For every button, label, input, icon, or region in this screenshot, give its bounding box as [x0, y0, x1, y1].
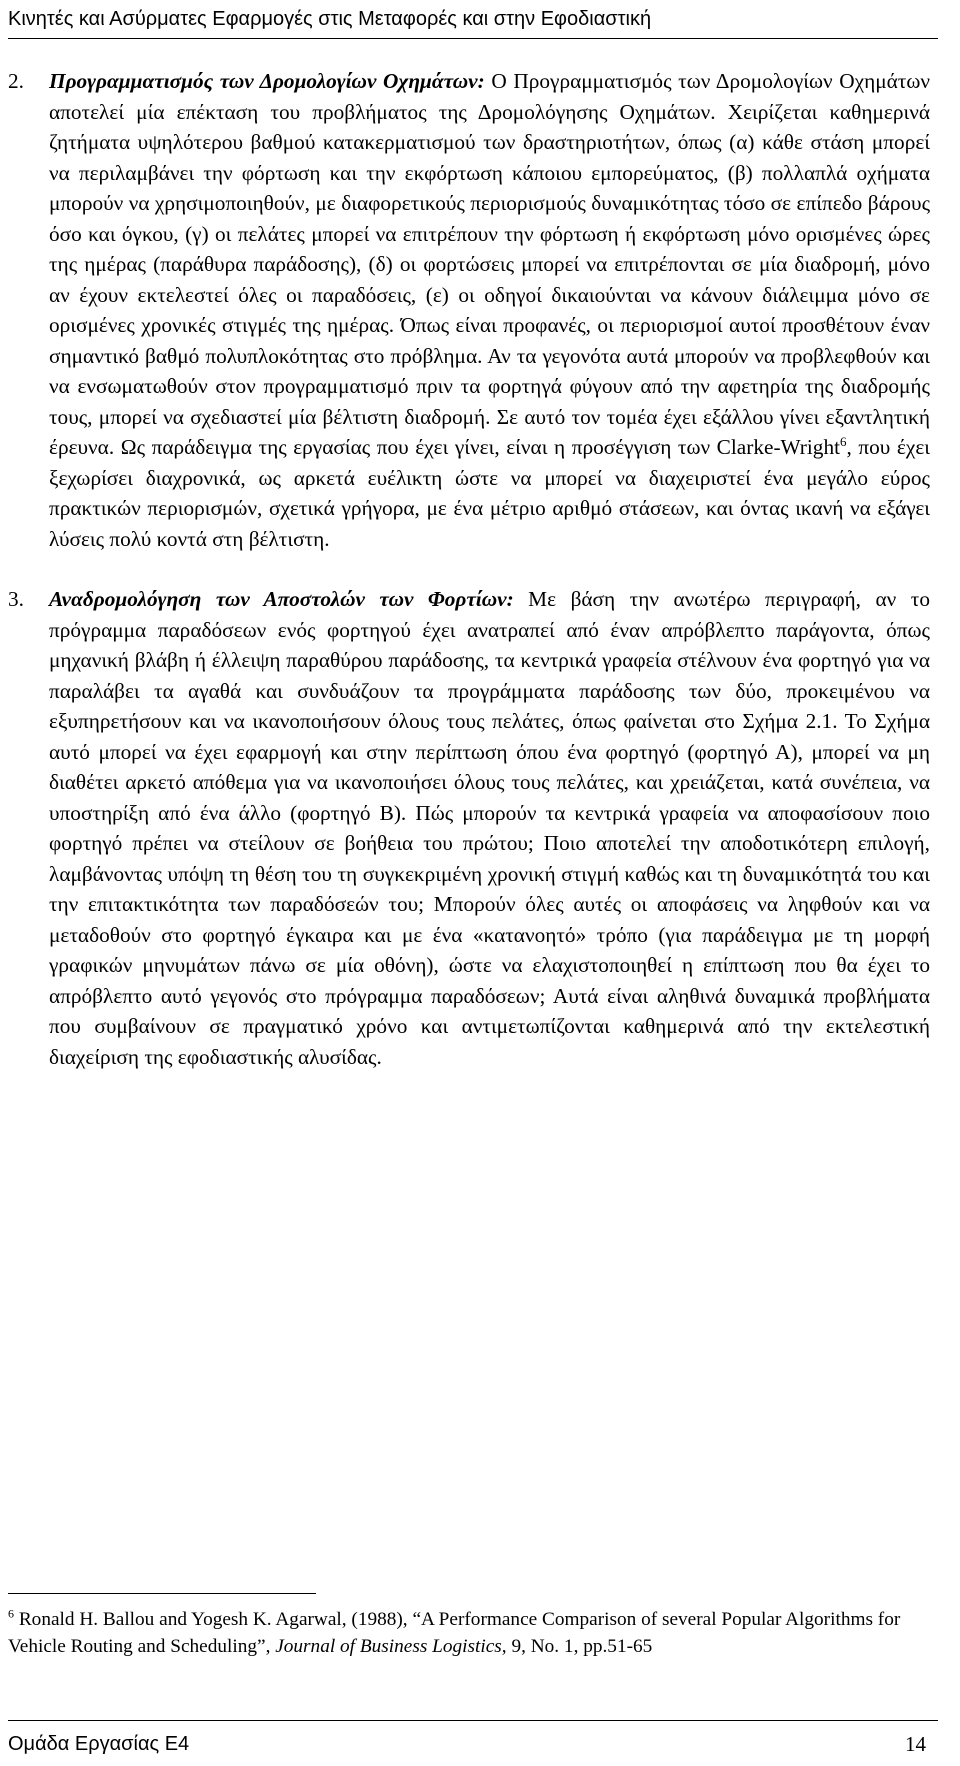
footnote-text: Ronald H. Ballou and Yogesh K. Agarwal, (1988), “A Performance Comparison of several Popular Algorithms for Vehicle Routing and Scheduling”,: [8, 1609, 901, 1657]
document-body: [8, 66, 930, 1072]
list-item-paragraph: [49, 66, 930, 554]
page-footer: [8, 1720, 938, 1763]
page-number: 14: [905, 1732, 926, 1756]
list-item-heading: Αναδρομολόγηση των Αποστολών των Φορτίων:: [49, 587, 514, 611]
paragraph-text: Με βάση την ανωτέρω περιγραφή, αν το πρόγραμμα παραδόσεων ενός φορτηγού έχει ανατραπεί από έναν απρόβλεπτο παράγοντα, όπως μηχανική βλάβη ή έλλειψη παραθύρου παράδοσης, τα κεντρικά γραφεία στέλνουν ένα φορτηγό για να παραλάβει τα αγαθά και συνδυάζουν τα προγράμματα παράδοσης των δύο, προκειμένου να εξυπηρετήσουν και να ικανοποιήσουν όλους τους πελάτες, όπως φαίνεται στο Σχήμα 2.1. Το Σχήμα αυτό μπορεί να έχει εφαρμογή και στην περίπτωση όπου ένα φορτηγό (φορτηγό Α), μπορεί να μη διαθέτει αρκετό απόθεμα για να ικανοποιήσει όλους τους πελάτες, και χρειάζεται, κατά συνέπεια, να υποστηρίξη από ένα άλλο (φορτηγό Β). Πώς μπορούν τα κεντρικά γραφεία να αποφασίσουν ποιο φορτηγό πρέπει να στείλουν σε βοήθεια του πρώτου; Ποιο αποτελεί την αποδοτικότερη επιλογή, λαμβάνοντας υπόψη τη θέση του τη συγκεκριμένη χρονική στιγμή καθώς και τη δυναμικότητά του και την επιτακτικότητα των παραδόσεών του; Μπορούν όλες αυτές οι αποφάσεις να ληφθούν και να μεταδοθούν στο φορτηγό έγκαιρα και με ένα «κατανοητό» τρόπο (για παράδειγμα με τη μορφή γραφικών μηνυμάτων πάνω σε μία οθόνη), ώστε να ελαχιστοποιηθεί η επίπτωση που θα έχει το απρόβλεπτο αυτό γεγονός στο πρόγραμμα παραδόσεων; Αυτά είναι αληθινά δυναμικά προβλήματα που συμβαίνουν σε πραγματικό χρόνο και αντιμετωπίζονται καθημερινά από την εκτελεστική διαχείριση της εφοδιαστικής αλυσίδας.: [49, 587, 930, 1069]
footnote: [8, 1606, 938, 1660]
paragraph-text-continued: , που έχει ξεχωρίσει διαχρονικά, ως αρκετά ευέλικτη ώστε να μπορεί να διαχειριστεί ένα μεγάλο εύρος πρακτικών περιορισμών, σχετικά γρήγορα, με ένα μέτριο αριθμό στάσεων, και όντας ικανή να εξάγει λύσεις πολύ κοντά στη βέλτιστη.: [49, 435, 930, 551]
list-item-number: 2.: [8, 69, 24, 93]
footnote-separator: [8, 1593, 316, 1594]
paragraph-text: Ο Προγραμματισμός των Δρομολογίων Οχημάτων αποτελεί μία επέκταση του προβλήματος της Δρομολόγησης Οχημάτων. Χειρίζεται καθημερινά ζητήματα υψηλότερου βαθμού κατακερματισμού των δραστηριοτήτων, όπως (α) κάθε στάση μπορεί να περιλαμβάνει την φόρτωση και την εκφόρτωση κάποιου εμπορεύματος, (β) πολλαπλά οχήματα μπορούν να χρησιμοποιηθούν, με διαφορετικούς περιορισμούς δυναμικότητας τόσο σε επίπεδο βάρους όσο και όγκου, (γ) οι πελάτες μπορεί να επιτρέπουν την φόρτωση ή εκφόρτωση μόνο ορισμένες ώρες της ημέρας (παράθυρα παράδοσης), (δ) οι φορτώσεις μπορεί να επιτρέπονται σε μία διαδρομή, μόνο αν έχουν εκτελεστεί όλες οι παραδόσεις, (ε) οι οδηγοί δικαιούνται να κάνουν διάλειμμα μόνο σε ορισμένες χρονικές στιγμές της ημέρας. Όπως είναι προφανές, οι περιορισμοί αυτοί προσθέτουν έναν σημαντικό βαθμό πολυπλοκότητας στο πρόβλημα. Αν τα γεγονότα αυτά μπορούν να προβλεφθούν και να ενσωματωθούν στον προγραμματισμό πριν τα φορτηγά φύγουν από την αφετηρία της διαδρομής τους, μπορεί να σχεδιαστεί μία βέλτιστη διαδρομή. Σε αυτό τον τομέα έχει εξάλλου γίνει εξαντλητική έρευνα. Ως παράδειγμα της εργασίας που έχει γίνει, είναι η προσέγγιση των Clarke-Wright: [49, 69, 930, 459]
footnote-reference: 6: [840, 433, 847, 449]
page-header: [8, 6, 938, 39]
footnote-journal-title: Journal of Business Logistics: [275, 1636, 502, 1657]
footnote-mark: 6: [8, 1606, 14, 1621]
footnote-text-end: , 9, No. 1, pp.51-65: [501, 1636, 653, 1657]
list-item-3: [8, 584, 930, 1072]
list-item-number: 3.: [8, 587, 24, 611]
list-item-heading: Προγραμματισμός των Δρομολογίων Οχημάτων:: [49, 69, 485, 93]
footer-group-label: Ομάδα Εργασίας Ε4: [8, 1733, 190, 1755]
list-item-2: [8, 66, 930, 554]
running-header-title: Κινητές και Ασύρματες Εφαρμογές στις Μεταφορές και στην Εφοδιαστική: [8, 8, 652, 30]
list-item-paragraph: [49, 584, 930, 1072]
